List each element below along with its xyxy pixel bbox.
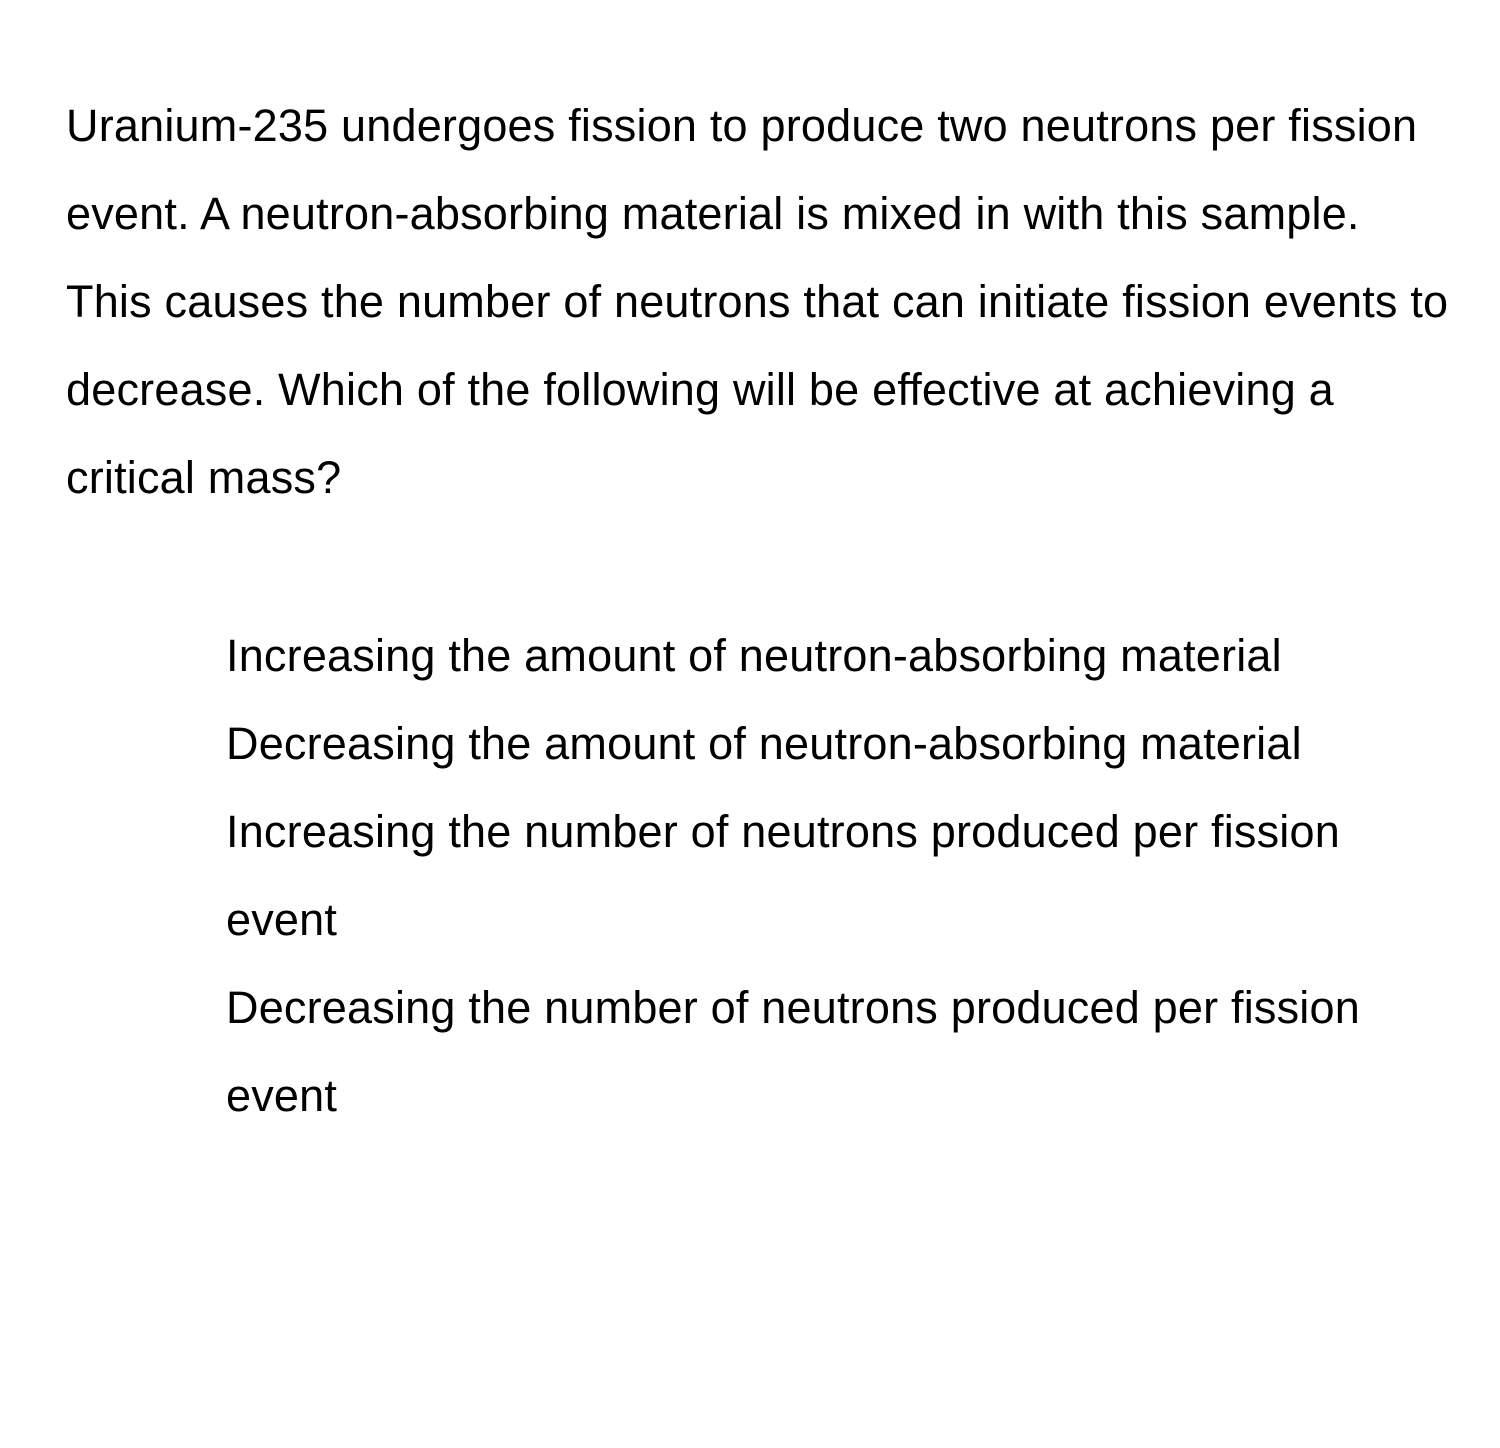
answer-option-c[interactable]: Increasing the number of neutrons produced per fission event xyxy=(226,806,1340,945)
answer-option-b[interactable]: Decreasing the amount of neutron-absorbing material xyxy=(226,718,1302,769)
answer-option-a[interactable]: Increasing the amount of neutron-absorbing material xyxy=(226,630,1282,681)
answer-options-list xyxy=(226,612,1456,1140)
answer-option-d[interactable]: Decreasing the number of neutrons produced per fission event xyxy=(226,982,1360,1121)
question-text: Uranium-235 undergoes fission to produce two neutrons per fission event. A neutron-absorbing material is mixed in with this sample. This causes the number of neutrons that can initiate fission events to decrease. Which of the following will be effective at achieving a critical mass? xyxy=(66,100,1449,503)
